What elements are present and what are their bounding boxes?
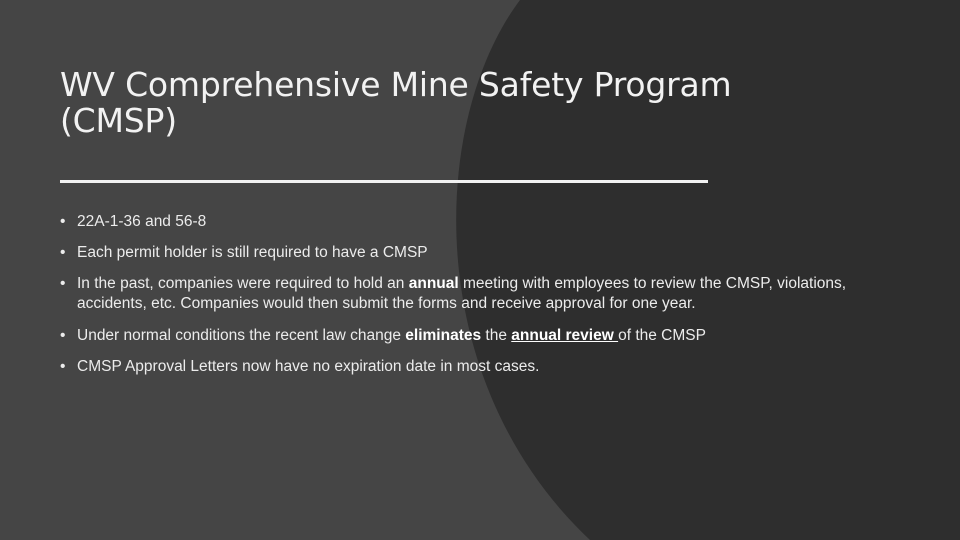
- bullet-item: [60, 357, 860, 377]
- title-line-1: WV Comprehensive Mine Safety Program: [60, 65, 732, 104]
- title-line-2: (CMSP): [60, 101, 177, 140]
- bullet-text: meeting with employees to review the CMSP, violations, accidents, etc. Companies would then submit the forms and receive approval for one year.: [77, 275, 847, 312]
- bullet-item: [60, 326, 860, 346]
- bullet-list: [60, 212, 860, 377]
- bullet-item: [60, 212, 860, 232]
- bullet-text: Each permit holder is still required to have a CMSP: [77, 244, 428, 261]
- bullet-emphasis: eliminates: [405, 327, 482, 344]
- bullet-text: In the past, companies were required to hold an: [77, 275, 409, 292]
- bullet-item: [60, 243, 860, 263]
- bullet-text: the: [481, 327, 512, 344]
- bullet-text: of the CMSP: [618, 327, 706, 344]
- page-title: [60, 67, 780, 139]
- title-divider: [60, 180, 708, 183]
- bullet-text: 22A-1-36 and 56-8: [77, 213, 207, 230]
- bullet-emphasis: annual: [408, 275, 459, 292]
- bullet-underlined-emphasis: annual review: [511, 327, 619, 344]
- bullet-text: Under normal conditions the recent law change: [77, 327, 406, 344]
- bullet-item: [60, 274, 860, 314]
- bullet-text: CMSP Approval Letters now have no expiration date in most cases.: [77, 358, 540, 375]
